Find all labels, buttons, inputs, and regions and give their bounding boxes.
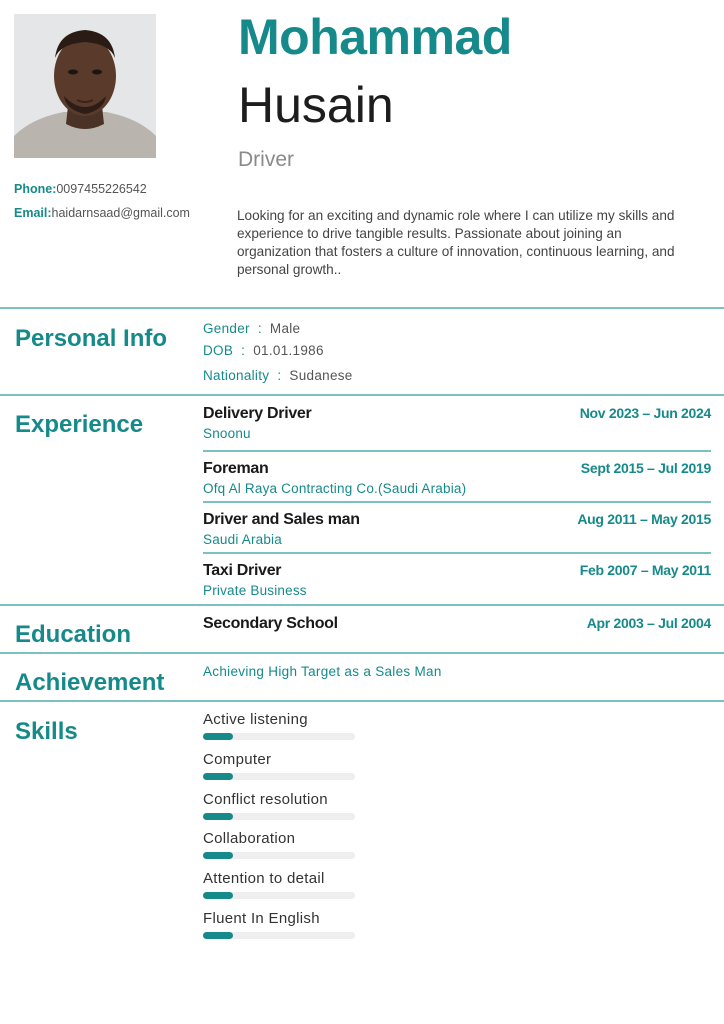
nationality-value: Sudanese (289, 368, 353, 383)
education-dates: Apr 2003 – Jul 2004 (586, 615, 711, 631)
profile-photo (14, 14, 156, 158)
gender-label: Gender (203, 321, 250, 336)
dob-label: DOB (203, 343, 234, 358)
school-name: Secondary School (203, 615, 338, 632)
last-name: Husain (238, 77, 394, 133)
dob-sep: : (241, 343, 246, 358)
summary: Looking for an exciting and dynamic role where I can utilize my skills and experience to drive tangible results. Passionate about joining an organization that fosters a culture of innovation, continuous learning, and personal growth.. (237, 208, 675, 277)
dob-row (203, 343, 324, 358)
personal-info-title: Personal Info (15, 325, 168, 352)
email-label: Email: (14, 206, 52, 220)
item-divider (203, 552, 711, 554)
job-org: Saudi Arabia (203, 532, 282, 547)
education-item (203, 615, 711, 633)
skill-item (203, 870, 355, 899)
skill-level-fill (203, 733, 233, 740)
phone-value[interactable]: 0097455226542 (56, 182, 147, 196)
job-org: Ofq Al Raya Contracting Co.(Saudi Arabia) (203, 481, 467, 496)
skill-bar (203, 733, 355, 740)
skill-bar (203, 932, 355, 939)
email-value[interactable]: haidarnsaad@gmail.com (51, 206, 190, 220)
gender-sep: : (257, 321, 262, 336)
skill-level-fill (203, 932, 233, 939)
skill-name: Computer (203, 751, 272, 768)
first-name: Mohammad (238, 9, 512, 65)
nationality-sep: : (277, 368, 282, 383)
nationality-row (203, 368, 353, 383)
job-role: Delivery Driver (203, 405, 312, 422)
experience-item (203, 511, 711, 547)
skill-item (203, 910, 355, 939)
skill-name: Collaboration (203, 830, 296, 847)
job-role: Driver and Sales man (203, 511, 360, 528)
skill-item (203, 830, 355, 859)
job-dates: Aug 2011 – May 2015 (577, 511, 711, 527)
skill-level-fill (203, 773, 233, 780)
job-title: Driver (238, 148, 294, 171)
skill-level-fill (203, 852, 233, 859)
item-divider (203, 501, 711, 503)
job-role: Foreman (203, 460, 269, 477)
job-dates: Nov 2023 – Jun 2024 (579, 405, 711, 421)
job-org: Private Business (203, 583, 307, 598)
section-divider (0, 652, 724, 654)
skill-name: Attention to detail (203, 870, 325, 887)
email-line (14, 205, 204, 222)
gender-row (203, 321, 300, 336)
skill-level-fill (203, 813, 233, 820)
phone-label: Phone: (14, 182, 57, 196)
experience-item (203, 562, 711, 598)
skill-item (203, 791, 355, 820)
skill-item (203, 711, 355, 740)
job-dates: Feb 2007 – May 2011 (579, 562, 711, 578)
experience-item (203, 405, 711, 441)
skills-title: Skills (15, 718, 78, 745)
phone-line (14, 181, 204, 198)
experience-title: Experience (15, 411, 144, 438)
person-portrait-icon (14, 14, 156, 158)
job-role: Taxi Driver (203, 562, 282, 579)
experience-item (203, 460, 711, 496)
skill-bar (203, 852, 355, 859)
nationality-label: Nationality (203, 368, 270, 383)
section-divider (0, 604, 724, 606)
skill-item (203, 751, 355, 780)
skill-bar (203, 773, 355, 780)
education-title: Education (15, 621, 132, 648)
section-divider (0, 700, 724, 702)
skill-name: Active listening (203, 711, 308, 728)
job-dates: Sept 2015 – Jul 2019 (580, 460, 711, 476)
skill-bar (203, 892, 355, 899)
item-divider (203, 450, 711, 452)
job-org: Snoonu (203, 426, 251, 441)
achievement-text: Achieving High Target as a Sales Man (203, 664, 442, 679)
dob-value: 01.01.1986 (253, 343, 324, 358)
skill-level-fill (203, 892, 233, 899)
skill-name: Fluent In English (203, 910, 320, 927)
section-divider (0, 307, 724, 309)
section-divider (0, 394, 724, 396)
gender-value: Male (269, 321, 301, 336)
achievement-title: Achievement (15, 669, 165, 696)
skill-name: Conflict resolution (203, 791, 328, 808)
skill-bar (203, 813, 355, 820)
